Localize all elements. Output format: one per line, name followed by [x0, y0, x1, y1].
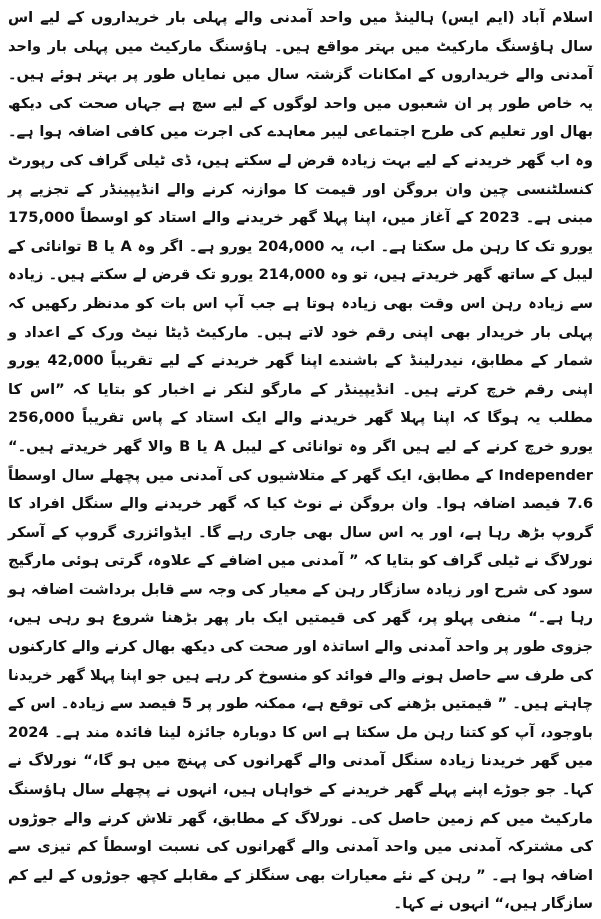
article-body: اسلام آباد (ایم ایس) ہالینڈ میں واحد آمدنی والے پہلی بار خریداروں کے لیے اس سال ہاؤسنگ مارکیٹ میں بہتر مواقع ہیں۔ ہاؤسنگ مارکیٹ میں پہلی بار واحد آمدنی والے خریداروں کے امکانات گزشتہ سال میں نمایاں طور پر بہتر ہوئے ہیں۔ یہ خاص طور پر ان شعبوں میں واحد لوگوں کے لیے سچ ہے جہاں صحت کی دیکھ بھال اور تعلیم کی طرح اجتماعی لیبر معاہدے کی اجرت میں کافی اضافہ ہوا ہے۔ وہ اب گھر خریدنے کے لیے بہت زیادہ قرض لے سکتے ہیں، ڈی ٹیلی گراف کی رپورٹ کنسلٹنسی چین وان بروگن اور قیمت کا موازنہ کرنے والے انڈیپینڈر کے تجزیے پر مبنی ہے۔ 2023 کے آغاز میں، اپنا پہلا گھر خریدنے والے استاد کو اوسطاً 175,000 یورو تک کا رہن مل سکتا ہے۔ اب، یہ 204,000 یورو ہے۔ اگر وہ A یا B توانائی کے لیبل کے ساتھ گھر خریدتے ہیں، تو وہ 214,000 یورو تک قرض لے سکتے ہیں۔ زیادہ سے زیادہ رہن اس وقت بھی زیادہ ہوتا ہے جب آپ اس بات کو مدنظر رکھیں کہ پہلی بار خریدار بھی اپنی رقم خود لاتے ہیں۔ مارکیٹ ڈیٹا نیٹ ورک کے اعداد و شمار کے مطابق، نیدرلینڈ کے باشندے اپنا گھر خریدنے کے لیے تقریباً 42,000 یورو اپنی رقم خرچ کرتے ہیں۔ انڈیپینڈر کے مارگو لنکر نے اخبار کو بتایا کہ ”اس کا مطلب یہ ہوگا کہ اپنا پہلا گھر خریدنے والے ایک استاد کے پاس تقریباً 256,000 یورو خرچ کرنے کے لیے ہیں اگر وہ توانائی کے لیبل A یا B والا گھر خریدتے ہیں۔“ Independer کے مطابق، ایک گھر کے متلاشیوں کی آمدنی میں پچھلے سال اوسطاً 7.6 فیصد اضافہ ہوا۔ وان بروگن نے نوٹ کیا کہ گھر خریدنے والے سنگل افراد کا گروپ بڑھ رہا ہے، اور یہ اس سال بھی جاری رہے گا۔ ایڈوائزری گروپ کے آسکر نورلاگ نے ٹیلی گراف کو بتایا کہ ” آمدنی میں اضافے کے علاوہ، گرتی ہوئی مارگیج سود کی شرح اور زیادہ سازگار رہن کے معیار کی وجہ سے قابل برداشت اضافہ ہو رہا ہے۔“ منفی پہلو پر، گھر کی قیمتیں ایک بار پھر بڑھنا شروع ہو رہی ہیں، جزوی طور پر واحد آمدنی والے اساتذہ اور صحت کی دیکھ بھال کرنے والے کارکنوں کی طرف سے حاصل ہونے والے فوائد کو منسوخ کر رہے ہیں جو اپنا پہلا گھر خریدنا چاہتے ہیں۔ ” قیمتیں بڑھنے کی توقع ہے، ممکنہ طور پر 5 فیصد سے زیادہ۔ اس کے باوجود، آپ کو کتنا رہن مل سکتا ہے اس کا دوبارہ جائزہ لینا فائدہ مند ہے۔ 2024 میں گھر خریدنا زیادہ سنگل آمدنی والے گھرانوں کی پہنچ میں ہو گا،“ نورلاگ نے کہا۔ جو جوڑے اپنے پہلے گھر خریدنے کے خواہاں ہیں، انہوں نے پچھلے سال ہاؤسنگ مارکیٹ میں کم زمین حاصل کی۔ نورلاگ کے مطابق، گھر تلاش کرنے والے جوڑوں کی مشترکہ آمدنی میں واحد آمدنی والے گھرانوں کی نسبت اوسطاً کم تیزی سے اضافہ ہوا ہے۔ ” رہن کے نئے معیارات بھی سنگلز کے مقابلے کچھ جوڑوں کے لیے کم سازگار ہیں،“ انہوں نے کہا۔ — [8, 9, 594, 913]
